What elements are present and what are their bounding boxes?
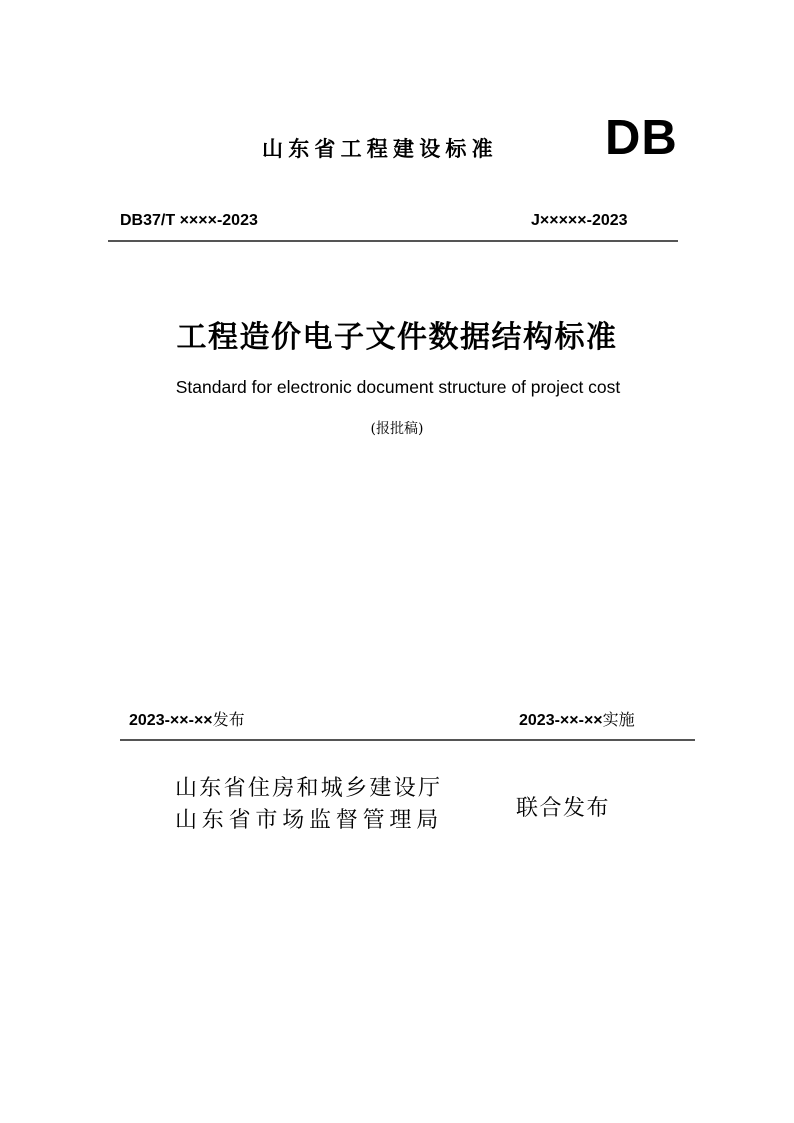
- standard-number: DB37/T ××××-2023: [120, 212, 258, 229]
- provincial-standard-heading: 山东省工程建设标准: [262, 137, 498, 161]
- publisher-market-admin: 山东省市场监督管理局: [175, 808, 444, 833]
- joint-issue-label: 联合发布: [516, 796, 611, 821]
- implementation-date: [519, 708, 635, 733]
- implementation-date-value: 2023-××-××: [519, 712, 603, 729]
- top-divider: [108, 240, 678, 242]
- db-mark: DB: [605, 111, 678, 165]
- issue-date: [129, 708, 245, 733]
- draft-status-label: (报批稿): [370, 421, 424, 437]
- record-number: J×××××-2023: [531, 212, 628, 229]
- issue-date-value: 2023-××-××: [129, 712, 213, 729]
- document-title-en: Standard for electronic document structure of project cost: [175, 377, 621, 397]
- implementation-date-label: 实施: [602, 710, 635, 729]
- issue-date-label: 发布: [212, 710, 245, 729]
- bottom-divider: [120, 739, 695, 741]
- document-title-zh: 工程造价电子文件数据结构标准: [176, 320, 618, 355]
- publisher-housing-dept: 山东省住房和城乡建设厅: [175, 776, 443, 801]
